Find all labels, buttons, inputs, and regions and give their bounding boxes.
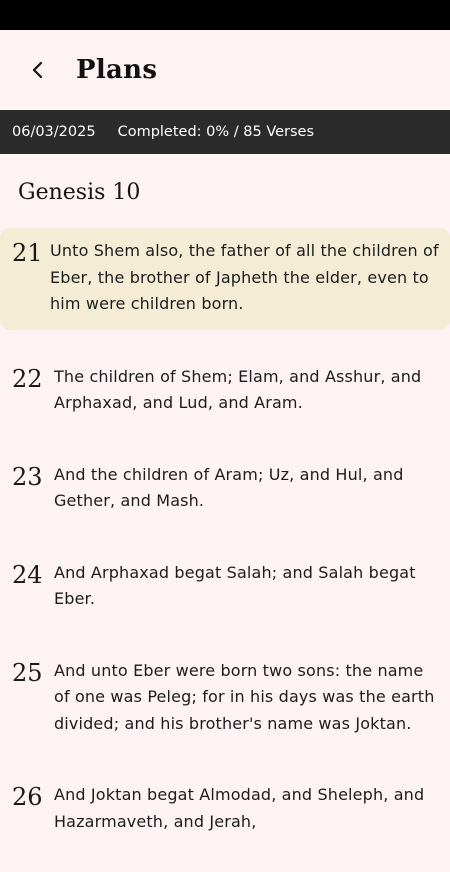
verse-text: Unto Shem also, the father of all the children of Eber, the brother of Japheth the elder, even to him were children born.: [50, 241, 439, 313]
completion-status: Completed: 0% / 85 Verses: [117, 124, 315, 140]
verse-item[interactable]: [0, 552, 450, 621]
chevron-left-icon: [31, 60, 45, 80]
plan-date: 06/03/2025: [12, 124, 96, 140]
verse-number: 21: [12, 239, 43, 267]
page-title: Plans: [76, 55, 158, 85]
verse-text: And the children of Aram; Uz, and Hul, and Gether, and Mash.: [54, 464, 404, 510]
verse-item[interactable]: [0, 454, 450, 523]
verse-number: 23: [12, 462, 43, 491]
verse-number: 24: [12, 560, 43, 589]
app-bar: [0, 30, 450, 110]
verse-item[interactable]: [0, 774, 450, 843]
verse-item[interactable]: [0, 228, 450, 330]
back-button[interactable]: [18, 50, 58, 90]
verse-list: [0, 228, 450, 872]
verse-number: 26: [12, 783, 43, 811]
verse-text: And unto Eber were born two sons: the name of one was Peleg; for in his days was the earth divided; and his brother's name was Joktan.: [54, 660, 435, 733]
verse-item[interactable]: [0, 356, 450, 425]
verse-text: And Joktan begat Almodad, and Sheleph, and Hazarmaveth, and Jerah,: [54, 785, 425, 831]
verse-item[interactable]: [0, 650, 450, 746]
verse-text: The children of Shem; Elam, and Asshur, and Arphaxad, and Lud, and Aram.: [54, 366, 422, 412]
verse-number: 25: [12, 658, 43, 687]
chapter-title: Genesis 10: [18, 180, 141, 205]
status-bar: [0, 0, 450, 30]
progress-bar: [0, 110, 450, 154]
verse-number: 22: [12, 364, 43, 393]
verse-text: And Arphaxad begat Salah; and Salah begat Eber.: [54, 562, 416, 608]
